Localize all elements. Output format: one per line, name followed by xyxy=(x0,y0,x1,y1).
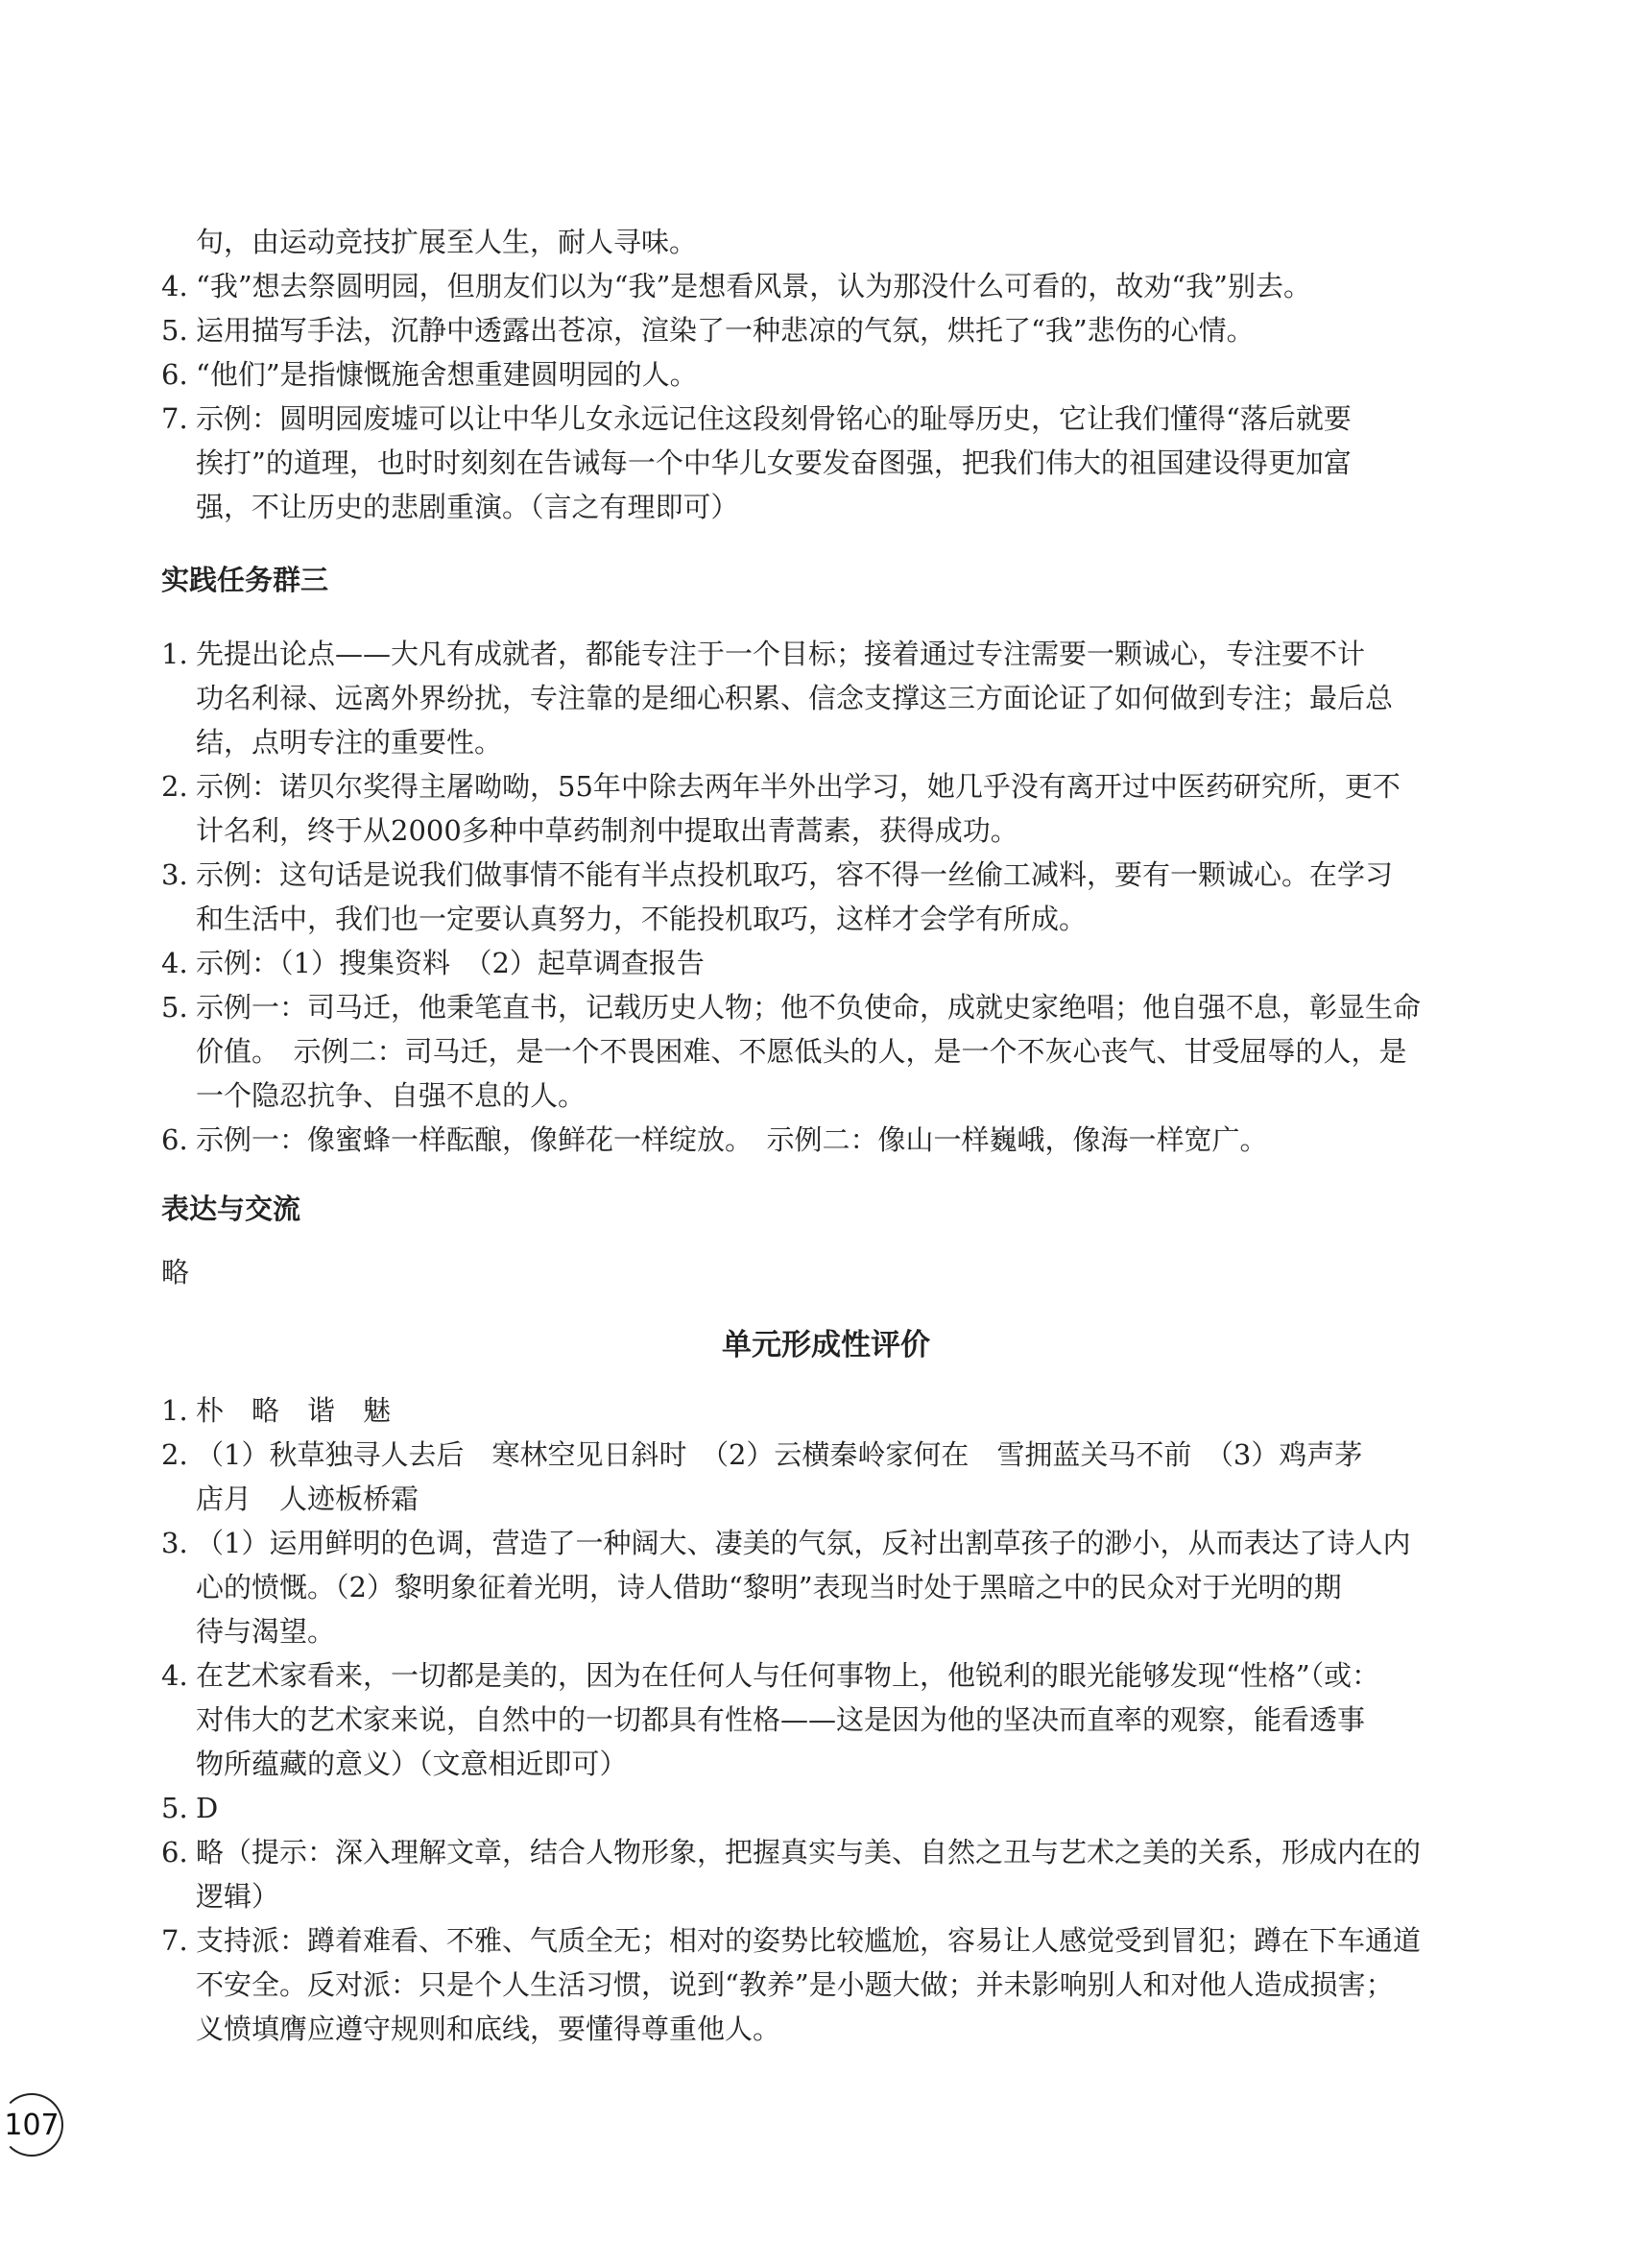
item-text-line: 义愤填膺应遵守规则和底线，要懂得尊重他人。 xyxy=(196,2013,781,2045)
list-item xyxy=(161,1830,1422,1918)
item-number: 2. xyxy=(161,1438,188,1471)
item-text-line: 一个隐忍抗争、自强不息的人。 xyxy=(196,1079,587,1112)
list-item xyxy=(161,1653,1400,1786)
section-heading: 实践任务群三 xyxy=(161,564,329,596)
practice-3-items xyxy=(161,632,1422,1162)
list-item xyxy=(161,1388,1400,1433)
page-number-badge: 107 xyxy=(0,2093,63,2157)
item-text-line: （1）秋草独寻人去后 寒林空见日斜时 （2）云横秦岭家何在 雪拥蓝关马不前 （3）鸡声茅 xyxy=(196,1438,1363,1471)
item-text-line: 物所蕴藏的意义）（文意相近即可） xyxy=(196,1748,628,1780)
list-item xyxy=(161,308,1400,352)
list-item xyxy=(161,985,1422,1118)
item-number: 4. xyxy=(161,270,188,302)
list-item xyxy=(161,352,1400,397)
section-heading: 表达与交流 xyxy=(161,1193,301,1225)
item-text-line: 在艺术家看来，一切都是美的，因为在任何人与任何事物上，他锐利的眼光能够发现“性格”（或： xyxy=(196,1659,1380,1692)
item-text-line: 价值。 示例二：司马迁，是一个不畏困难、不愿低头的人，是一个不灰心丧气、甘受屈辱的人，是 xyxy=(196,1035,1407,1068)
continuation-line: 句，由运动竞技扩展至人生，耐人寻味。 xyxy=(196,226,698,258)
section-text: 略 xyxy=(161,1256,190,1289)
answers-section-expression xyxy=(161,1187,1400,1294)
item-text-line: 挨打”的道理，也时时刻刻在告诫每一个中华儿女要发奋图强，把我们伟大的祖国建设得更加富 xyxy=(196,446,1352,479)
item-text-line: 计名利，终于从2000多种中草药制剂中提取出青蒿素，获得成功。 xyxy=(196,814,1018,847)
item-text-line: 示例：这句话是说我们做事情不能有半点投机取巧，容不得一丝偷工减料，要有一颗诚心。在学习 xyxy=(196,858,1394,891)
list-item xyxy=(161,1786,1400,1830)
item-text-line: 示例：（1）搜集资料 （2）起草调查报告 xyxy=(196,947,705,979)
item-number: 4. xyxy=(161,1659,188,1692)
item-text-line: 运用描写手法，沉静中透露出苍凉，渲染了一种悲凉的气氛，烘托了“我”悲伤的心情。 xyxy=(196,314,1255,347)
item-text-line: （1）运用鲜明的色调，营造了一种阔大、凄美的气氛，反衬出割草孩子的渺小，从而表达了诗人内 xyxy=(196,1527,1411,1559)
item-number: 7. xyxy=(161,402,188,435)
item-number: 2. xyxy=(161,770,188,803)
unit-assessment-title: 单元形成性评价 xyxy=(722,1328,930,1362)
item-number: 5. xyxy=(161,1792,188,1824)
item-text-line: 逻辑） xyxy=(196,1880,280,1913)
item-text-line: “他们”是指慷慨施舍想重建圆明园的人。 xyxy=(196,358,698,391)
list-item xyxy=(161,1433,1400,1521)
item-number: 4. xyxy=(161,947,188,979)
item-text-line: 朴 略 谐 魅 xyxy=(196,1394,392,1427)
item-text-line: 不安全。反对派：只是个人生活习惯，说到“教养”是小题大做；并未影响别人和对他人造成损害； xyxy=(196,1968,1394,2001)
item-text-line: 先提出论点——大凡有成就者，都能专注于一个目标；接着通过专注需要一颗诚心，专注要不计 xyxy=(196,638,1366,670)
item-text-line: 对伟大的艺术家来说，自然中的一切都具有性格——这是因为他的坚决而直率的观察，能看透事 xyxy=(196,1703,1366,1736)
item-number: 3. xyxy=(161,858,188,891)
list-item xyxy=(161,632,1400,764)
item-text-line: D xyxy=(196,1792,219,1824)
list-item xyxy=(161,397,1400,529)
item-text-line: 示例：诺贝尔奖得主屠呦呦，55年中除去两年半外出学习，她几乎没有离开过中医药研究所，更不 xyxy=(196,770,1401,803)
list-item xyxy=(161,764,1400,853)
item-text-line: 店月 人迹板桥霜 xyxy=(196,1483,419,1515)
unit-assessment-items xyxy=(161,1388,1422,2051)
item-text-line: 示例一：司马迁，他秉笔直书，记载历史人物；他不负使命，成就史家绝唱；他自强不息，彰显生命 xyxy=(196,991,1422,1024)
list-item xyxy=(161,1118,1400,1162)
answers-section-practice-3 xyxy=(161,558,1400,602)
item-number: 6. xyxy=(161,1123,188,1156)
item-number: 3. xyxy=(161,1527,188,1559)
item-text-line: 结，点明专注的重要性。 xyxy=(196,726,503,759)
list-item xyxy=(161,853,1400,941)
item-text-line: 示例：圆明园废墟可以让中华儿女永远记住这段刻骨铭心的耻辱历史，它让我们懂得“落后就要 xyxy=(196,402,1352,435)
item-number: 7. xyxy=(161,1924,188,1957)
list-item xyxy=(161,1521,1411,1653)
item-text-line: “我”想去祭圆明园，但朋友们以为“我”是想看风景，认为那没什么可看的，故劝“我”别去。 xyxy=(196,270,1311,302)
item-number: 6. xyxy=(161,1836,188,1868)
item-text-line: 示例一：像蜜蜂一样酝酿，像鲜花一样绽放。 示例二：像山一样巍峨，像海一样宽广。 xyxy=(196,1123,1268,1156)
item-number: 6. xyxy=(161,358,188,391)
item-number: 1. xyxy=(161,1394,188,1427)
item-number: 1. xyxy=(161,638,188,670)
item-text-line: 心的愤慨。（2）黎明象征着光明，诗人借助“黎明”表现当时处于黑暗之中的民众对于光明的期 xyxy=(196,1571,1342,1603)
list-item xyxy=(161,941,1400,985)
item-number: 5. xyxy=(161,991,188,1024)
item-text-line: 强，不让历史的悲剧重演。（言之有理即可） xyxy=(196,491,739,523)
item-text-line: 支持派：蹲着难看、不雅、气质全无；相对的姿势比较尴尬，容易让人感觉受到冒犯；蹲在下车通道 xyxy=(196,1924,1422,1957)
item-text-line: 待与渴望。 xyxy=(196,1615,336,1648)
item-text-line: 和生活中，我们也一定要认真努力，不能投机取巧，这样才会学有所成。 xyxy=(196,903,1088,935)
item-text-line: 功名利禄、远离外界纷扰，专注靠的是细心积累、信念支撑这三方面论证了如何做到专注；最后总 xyxy=(196,682,1394,714)
answers-section-previous xyxy=(161,220,1400,529)
list-item xyxy=(161,1918,1422,2051)
list-item xyxy=(161,264,1400,308)
item-number: 5. xyxy=(161,314,188,347)
item-text-line: 略（提示：深入理解文章，结合人物形象，把握真实与美、自然之丑与艺术之美的关系，形成内在的 xyxy=(196,1836,1422,1868)
